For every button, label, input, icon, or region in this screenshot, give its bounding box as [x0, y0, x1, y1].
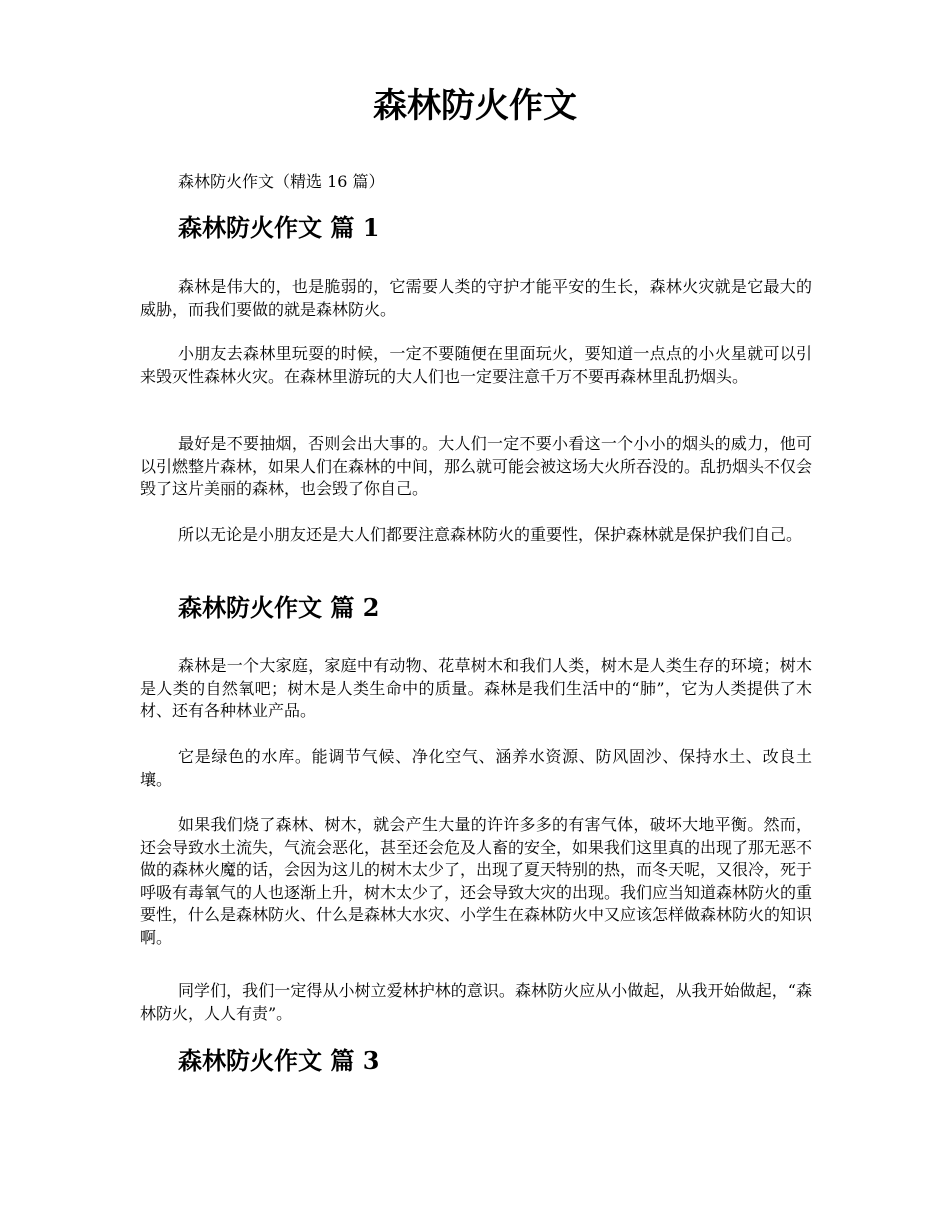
section-heading: 森林防火作文 篇 2: [178, 593, 380, 622]
section-heading: 森林防火作文 篇 3: [178, 1046, 380, 1075]
paragraph: 同学们，我们一定得从小树立爱林护林的意识。森林防火应从小做起，从我开始做起，“森林防火，人人有责”。: [140, 981, 812, 1023]
paragraph: 小朋友去森林里玩耍的时候，一定不要随便在里面玩火，要知道一点点的小火星就可以引来毁灭性森林火灾。在森林里游玩的大人们也一定要注意千万不要再森林里乱扔烟头。: [140, 344, 812, 386]
document-subtitle: 森林防火作文（精选 16 篇）: [178, 172, 385, 191]
paragraph: 森林是一个大家庭，家庭中有动物、花草树木和我们人类，树木是人类生存的环境；树木是人类的自然氧吧；树木是人类生命中的质量。森林是我们生活中的“肺”，它为人类提供了木材、还有各种林业产品。: [140, 656, 812, 720]
paragraph: 所以无论是小朋友还是大人们都要注意森林防火的重要性，保护森林就是保护我们自己。: [178, 525, 803, 544]
paragraph: 它是绿色的水库。能调节气候、净化空气、涵养水资源、防风固沙、保持水土、改良土壤。: [140, 747, 812, 789]
paragraph: 最好是不要抽烟，否则会出大事的。大人们一定不要小看这一个小小的烟头的威力，他可以引燃整片森林，如果人们在森林的中间，那么就可能会被这场大火所吞没的。乱扔烟头不仅会毁了这片美丽的森林，也会毁了你自己。: [140, 434, 813, 498]
paragraph: 如果我们烧了森林、树木，就会产生大量的许许多多的有害气体，破坏大地平衡。然而，还会导致水土流失，气流会恶化，甚至还会危及人畜的安全，如果我们这里真的出现了那无恶不做的森林火魔的话，会因为这儿的树木太少了，出现了夏天特别的热，而冬天呢，又很冷，死于呼吸有毒氧气的人也逐渐上升，树木太少了，还会导致大灾的出现。我们应当知道森林防火的重要性，什么是森林防火、什么是森林大水灾、小学生在森林防火中又应该怎样做森林防火的知识啊。: [140, 815, 813, 947]
paragraph: 森林是伟大的，也是脆弱的，它需要人类的守护才能平安的生长，森林火灾就是它最大的威胁，而我们要做的就是森林防火。: [140, 277, 812, 319]
section-heading: 森林防火作文 篇 1: [178, 213, 380, 242]
document-title: 森林防火作文: [373, 86, 577, 126]
